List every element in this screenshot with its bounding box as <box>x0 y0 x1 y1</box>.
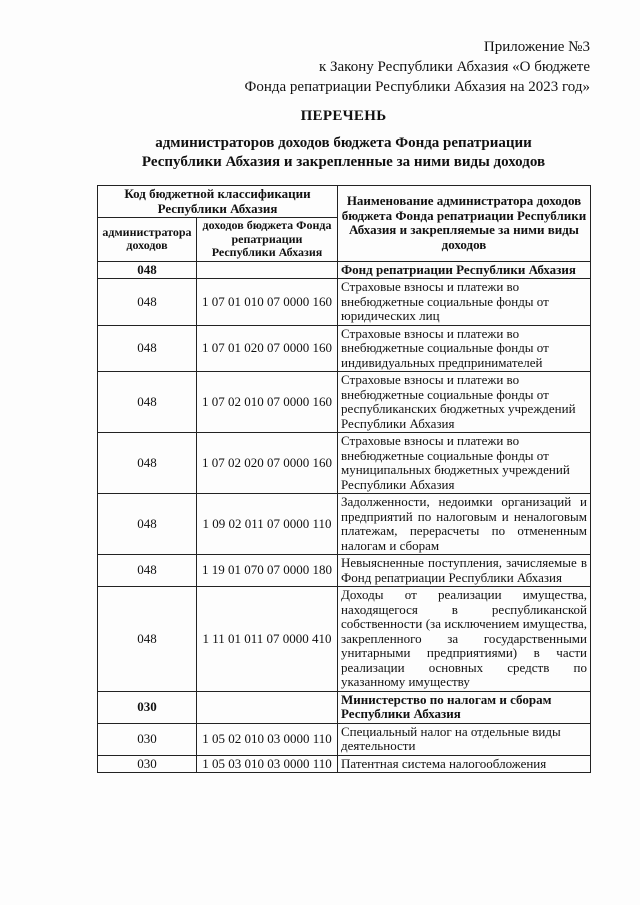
administrator-code-cell: 030 <box>98 755 197 773</box>
income-code-cell <box>197 261 338 279</box>
administrator-code-cell: 048 <box>98 372 197 433</box>
income-name-cell: Страховые взносы и платежи во внебюджетные социальные фонды от индивидуальных предпринимателей <box>338 325 591 372</box>
income-name-cell: Доходы от реализации имущества, находящегося в республиканской собственности (за исключением имущества, закрепленного за государственными унитарными предприятиями) в части реализации основных средств по указанному имуществу <box>338 587 591 692</box>
administrator-code-cell: 048 <box>98 587 197 692</box>
income-name-cell: Министерство по налогам и сборам Республики Абхазия <box>338 691 591 723</box>
appendix-heading <box>245 37 590 97</box>
income-code-cell: 1 19 01 070 07 0000 180 <box>197 555 338 587</box>
header-administrator-code: администратора доходов <box>98 218 197 262</box>
table-row <box>98 555 591 587</box>
header-income-code: доходов бюджета Фонда репатриации Республики Абхазия <box>197 218 338 262</box>
income-name-cell: Страховые взносы и платежи во внебюджетные социальные фонды от юридических лиц <box>338 279 591 326</box>
income-code-cell: 1 07 02 010 07 0000 160 <box>197 372 338 433</box>
administrator-code-cell: 030 <box>98 691 197 723</box>
table-row <box>98 587 591 692</box>
administrator-code-cell: 048 <box>98 555 197 587</box>
administrator-code-cell: 030 <box>98 723 197 755</box>
income-name-cell: Задолженности, недоимки организаций и предприятий по налоговым и неналоговым платежам, перерасчеты по отмененным налогам и сборам <box>338 494 591 555</box>
appendix-law-ref: к Закону Республики Абхазия «О бюджете <box>318 59 590 75</box>
table-row <box>98 755 591 773</box>
table-row-administrator <box>98 691 591 723</box>
table-row <box>98 723 591 755</box>
administrator-code-cell: 048 <box>98 494 197 555</box>
income-name-cell: Страховые взносы и платежи во внебюджетные социальные фонды от республиканских бюджетных учреждений Республики Абхазия <box>338 372 591 433</box>
subtitle-line: Республики Абхазия и закрепленные за ними виды доходов <box>141 154 546 170</box>
table-row <box>98 372 591 433</box>
administrators-table <box>97 185 591 773</box>
income-name-cell: Фонд репатриации Республики Абхазия <box>338 261 591 279</box>
appendix-law-title: Фонда репатриации Республики Абхазия на 2023 год» <box>244 79 590 95</box>
header-administrator-name: Наименование администратора доходов бюджета Фонда репатриации Республики Абхазия и закрепляемые за ними виды доходов <box>338 186 591 262</box>
administrator-code-cell: 048 <box>98 279 197 326</box>
income-code-cell: 1 05 02 010 03 0000 110 <box>197 723 338 755</box>
header-classification-code: Код бюджетной классификации Республики Абхазия <box>98 186 338 218</box>
table-row-administrator <box>98 261 591 279</box>
income-code-cell: 1 05 03 010 03 0000 110 <box>197 755 338 773</box>
income-name-cell: Патентная система налогообложения <box>338 755 591 773</box>
income-code-cell: 1 07 02 020 07 0000 160 <box>197 433 338 494</box>
income-code-cell <box>197 691 338 723</box>
document-subtitle <box>97 134 590 172</box>
income-code-cell: 1 09 02 011 07 0000 110 <box>197 494 338 555</box>
appendix-number: Приложение №3 <box>483 39 590 55</box>
income-code-cell: 1 07 01 020 07 0000 160 <box>197 325 338 372</box>
income-name-cell: Страховые взносы и платежи во внебюджетные социальные фонды от муниципальных бюджетных учреждений Республики Абхазия <box>338 433 591 494</box>
administrator-code-cell: 048 <box>98 261 197 279</box>
administrator-code-cell: 048 <box>98 325 197 372</box>
table-row <box>98 433 591 494</box>
income-name-cell: Невыясненные поступления, зачисляемые в Фонд репатриации Республики Абхазия <box>338 555 591 587</box>
income-code-cell: 1 11 01 011 07 0000 410 <box>197 587 338 692</box>
table-row <box>98 279 591 326</box>
income-code-cell: 1 07 01 010 07 0000 160 <box>197 279 338 326</box>
table-row <box>98 325 591 372</box>
subtitle-line: администраторов доходов бюджета Фонда репатриации <box>155 135 532 151</box>
document-title: ПЕРЕЧЕНЬ <box>300 108 387 124</box>
table-header-row <box>98 186 591 218</box>
administrator-code-cell: 048 <box>98 433 197 494</box>
income-name-cell: Специальный налог на отдельные виды деятельности <box>338 723 591 755</box>
table-row <box>98 494 591 555</box>
